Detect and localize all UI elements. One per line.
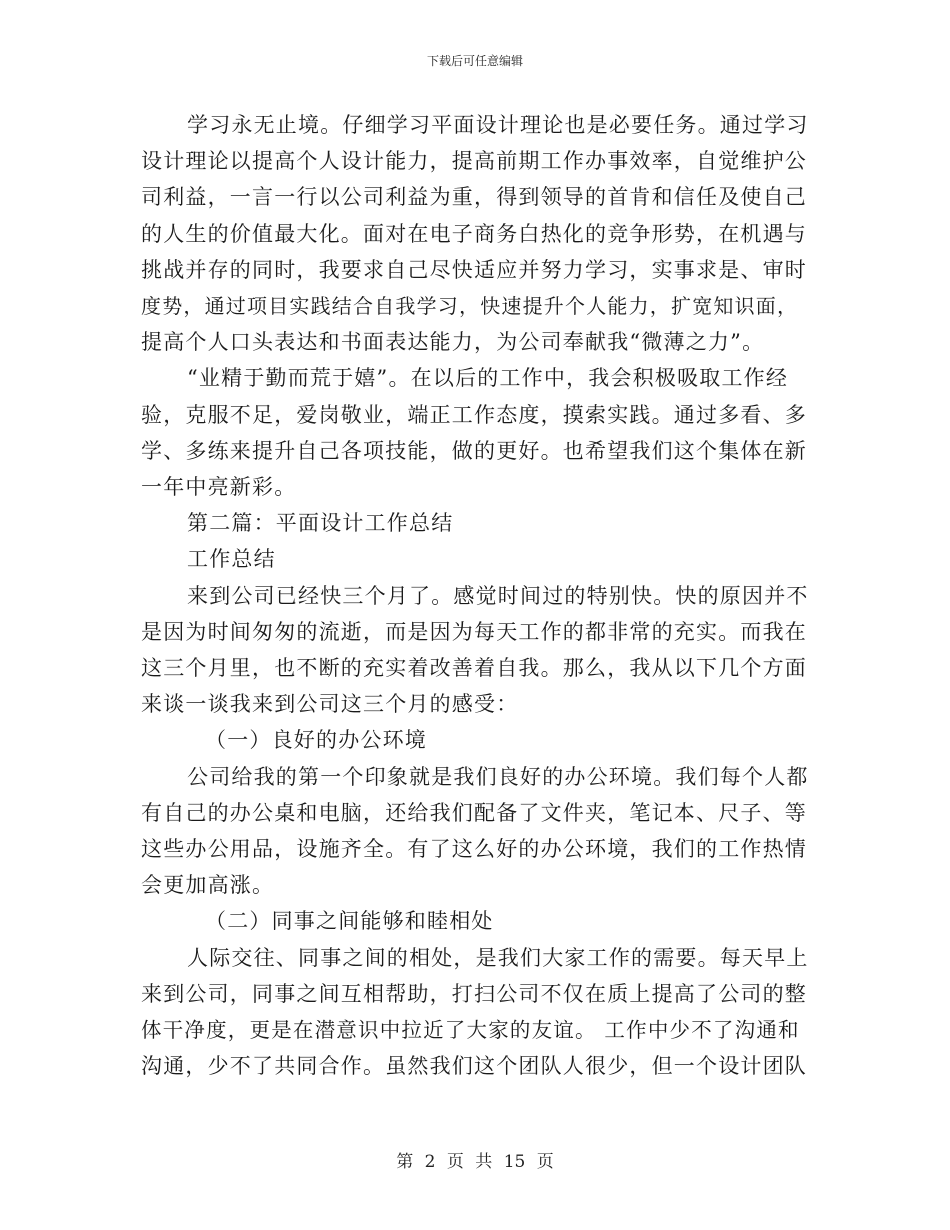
text-line-p1-l2: 设计理论以提高个人设计能力，提高前期工作办事效率，自觉维护公	[141, 149, 807, 174]
text-line-p5-l4: 沟通，少不了共同合作。虽然我们这个团队人很少，但一个设计团队	[141, 1054, 807, 1079]
text-line-p4-l1: 公司给我的第一个印象就是我们良好的办公环境。我们每个人都	[187, 764, 809, 789]
text-line-h-summary: 工作总结	[187, 547, 276, 572]
text-line-p1-l4: 的人生的价值最大化。面对在电子商务白热化的竞争形势，在机遇与	[141, 221, 807, 246]
text-line-p1-l6: 度势，通过项目实践结合自我学习，快速提升个人能力，扩宽知识面，	[141, 294, 799, 319]
text-line-p1-l3: 司利益，一言一行以公司利益为重，得到领导的首肯和信任及使自己	[141, 185, 807, 210]
page-footer: 第 2 页 共 15 页	[396, 1152, 554, 1172]
text-line-p1-l1: 学习永无止境。仔细学习平面设计理论也是必要任务。通过学习	[187, 113, 809, 137]
text-line-p5-l2: 来到公司，同事之间互相帮助，打扫公司不仅在质上提高了公司的整	[141, 981, 807, 1006]
text-line-p3-l2: 是因为时间匆匆的流逝，而是因为每天工作的都非常的充实。而我在	[141, 619, 807, 644]
text-line-p2-l3: 学、多练来提升自己各项技能，做的更好。也希望我们这个集体在新	[141, 438, 807, 463]
text-line-p5-l3: 体干净度，更是在潜意识中拉近了大家的友谊。 工作中少不了沟通和	[141, 1018, 800, 1043]
text-line-p4-l3: 这些办公用品，设施齐全。有了这么好的办公环境，我们的工作热情	[141, 837, 807, 862]
document-body	[141, 107, 811, 1084]
text-line-p1-l5: 挑战并存的同时，我要求自己尽快适应并努力学习，实事求是、审时	[141, 257, 807, 282]
text-line-p4-l4: 会更加高涨。	[141, 873, 275, 898]
text-line-h-chapter: 第二篇：平面设计工作总结	[187, 511, 454, 536]
text-line-p2-l1: “业精于勤而荒于嬉”。在以后的工作中，我会积极吸取工作经	[187, 366, 789, 391]
text-line-h-sec2: （二）同事之间能够和睦相处	[205, 909, 494, 934]
text-line-p2-l4: 一年中亮新彩。	[141, 475, 297, 500]
text-line-p3-l4: 来谈一谈我来到公司这三个月的感受：	[141, 692, 519, 717]
page-header: 下载后可任意编辑	[426, 54, 523, 68]
text-line-p3-l1: 来到公司已经快三个月了。感觉时间过的特别快。快的原因并不	[187, 583, 809, 608]
text-line-p5-l1: 人际交往、同事之间的相处，是我们大家工作的需要。每天早上	[187, 945, 809, 970]
text-line-p3-l3: 这三个月里，也不断的充实着改善着自我。那么，我从以下几个方面	[141, 656, 807, 681]
text-line-p1-l7: 提高个人口头表达和书面表达能力，为公司奉献我“微薄之力”。	[141, 330, 765, 355]
text-line-p4-l2: 有自己的办公桌和电脑，还给我们配备了文件夹，笔记本、尺子、等	[141, 800, 807, 825]
text-line-p2-l2: 验，克服不足，爱岗敬业，端正工作态度，摸索实践。通过多看、多	[141, 402, 807, 427]
text-line-h-sec1: （一）良好的办公环境	[205, 728, 427, 753]
